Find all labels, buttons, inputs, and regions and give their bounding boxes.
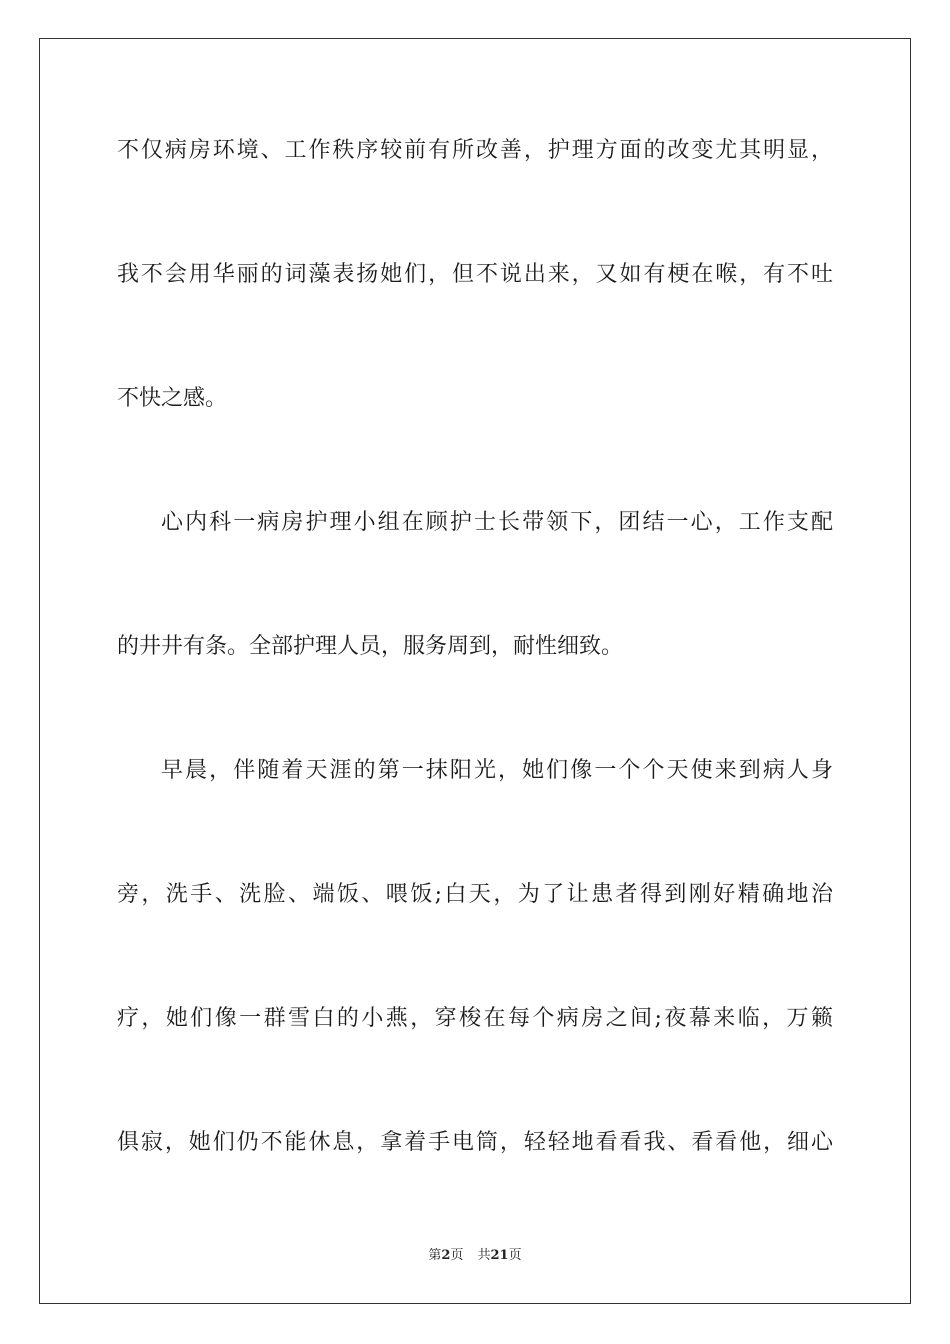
text-line-7: 旁，洗手、洗脸、端饭、喂饭;白天，为了让患者得到刚好精确地治 bbox=[117, 882, 833, 907]
text-line-2: 我不会用华丽的词藻表扬她们，但不说出来，又如有梗在喉，有不吐 bbox=[117, 262, 833, 287]
page-current: 2 bbox=[441, 1248, 451, 1263]
total-count: 21 bbox=[490, 1248, 509, 1263]
text-line-3: 不快之感。 bbox=[117, 386, 228, 411]
text-line-1: 不仅病房环境、工作秩序较前有所改善，护理方面的改变尤其明显， bbox=[117, 138, 833, 163]
total-prefix: 共 bbox=[477, 1248, 491, 1263]
page-border bbox=[39, 38, 911, 1304]
page-total bbox=[477, 1248, 521, 1263]
text-line-8: 疗，她们像一群雪白的小燕，穿梭在每个病房之间;夜幕来临，万籁 bbox=[117, 1006, 833, 1031]
text-line-9: 俱寂，她们仍不能休息，拿着手电筒，轻轻地看看我、看看他，细心 bbox=[117, 1130, 833, 1155]
page-prefix: 第 bbox=[428, 1248, 442, 1263]
total-suffix: 页 bbox=[508, 1248, 522, 1263]
text-line-4: 心内科一病房护理小组在顾护士长带领下，团结一心，工作支配 bbox=[161, 510, 833, 535]
page-number bbox=[428, 1248, 463, 1263]
text-line-6: 早晨，伴随着天涯的第一抹阳光，她们像一个个天使来到病人身 bbox=[161, 758, 833, 783]
text-line-5: 的井井有条。全部护理人员，服务周到，耐性细致。 bbox=[117, 634, 624, 659]
page-suffix: 页 bbox=[450, 1248, 464, 1263]
page-footer bbox=[0, 1246, 950, 1266]
